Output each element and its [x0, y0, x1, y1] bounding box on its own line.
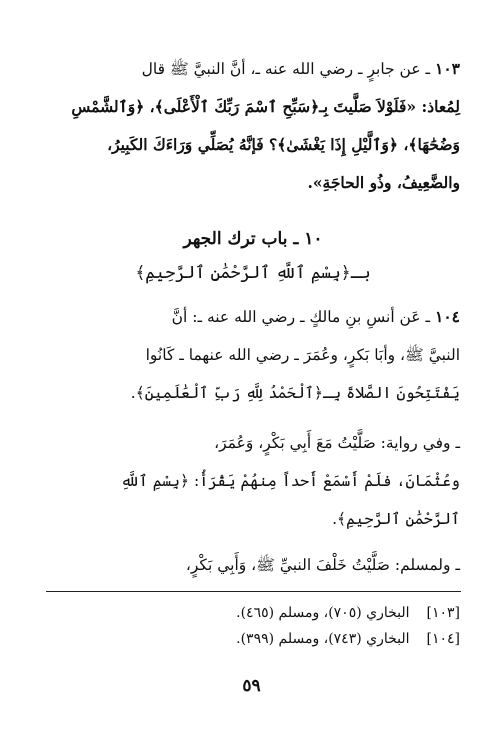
page-number: ٥٩ [242, 676, 261, 696]
hadith-103-line1: ـ عن جابرٍ ـ رضي الله عنه ـ، أنَّ النبيَّ ﷺ قال [141, 60, 431, 78]
hadith-104-number: ١٠٤ [435, 307, 460, 326]
muslim-paragraph [46, 546, 460, 584]
hadith-104-line2: النبيَّ ﷺ، وأبَا بَكرٍ، وعُمَرَ ـ رضي الله عنهما ـ كَانُوا [145, 346, 460, 364]
hadith-104-line3: يَفْتَتِحُونَ الصَّلاةَ بِـ﴿ٱلْحَمْدُ لِلَّهِ رَبِّ ٱلْعَٰلَمِينَ﴾. [130, 384, 460, 402]
footnote-ref: [١٠٤] [426, 631, 460, 647]
chapter-basmala: بـ﴿بِسْمِ ٱللَّهِ ٱلرَّحْمَٰنِ ٱلرَّحِيمِ﴾ [135, 263, 371, 283]
footnote-ref: [١٠٣] [426, 605, 460, 621]
footnote-103 [46, 600, 460, 626]
hadith-103 [46, 50, 460, 202]
hadith-103-number: ١٠٣ [435, 59, 460, 78]
hadith-103-line4: والضَّعِيفُ، وذُو الحاجَةِ». [307, 173, 460, 192]
hadith-104-line1: ـ عَن أنسِ بنِ مالكٍ ـ رضي الله عنه ـ: أنَّ [171, 308, 431, 326]
page-body [46, 50, 460, 584]
footnotes [46, 600, 460, 652]
riwaya-line2: وعُثْمَانَ، فلَمْ أَسْمَعْ أَحداً مِنهُمْ يَقْرَأُ: ﴿بِسْمِ ٱللَّهِ [120, 472, 460, 490]
riwaya-paragraph [46, 424, 460, 538]
riwaya-line1: ـ وفي رواية: صَلَّيْتُ مَعَ أَبِي بَكْرٍ، وَعُمَرَ، [214, 434, 460, 452]
footnote-text: البخاري (٧٠٥)، ومسلم (٤٦٥). [236, 605, 410, 621]
footnote-text: البخاري (٧٤٣)، ومسلم (٣٩٩). [236, 631, 410, 647]
hadith-103-line3: وَضُحَٰهَا﴾، ﴿وَٱلَّيْلِ إِذَا يَغْشَىٰ﴾؟ فَإنَّهُ يُصَلِّي وَرَاءَكَ الكَبِيرُ، [107, 135, 460, 154]
footnote-104 [46, 626, 460, 652]
muslim-line1: ـ ولمسلم: صَلَّيْتُ خَلْفَ النبيِّ ﷺ، وَأَبِي بَكْرٍ، [185, 556, 460, 574]
footnote-divider [46, 591, 461, 592]
chapter-heading: ١٠ ـ باب ترك الجهر [183, 229, 323, 249]
riwaya-line3: ٱلرَّحْمَٰنِ ٱلرَّحِيمِ﴾. [332, 510, 460, 528]
hadith-103-line2: لِمُعاذ: «فَلَوْلاَ صَلَّيتَ بِـ﴿سَبِّحِ ٱسْمَ رَبِّكَ ٱلْأَعْلَى﴾، ﴿وَٱلشَّمْسِ [71, 97, 460, 116]
hadith-104 [46, 298, 460, 412]
